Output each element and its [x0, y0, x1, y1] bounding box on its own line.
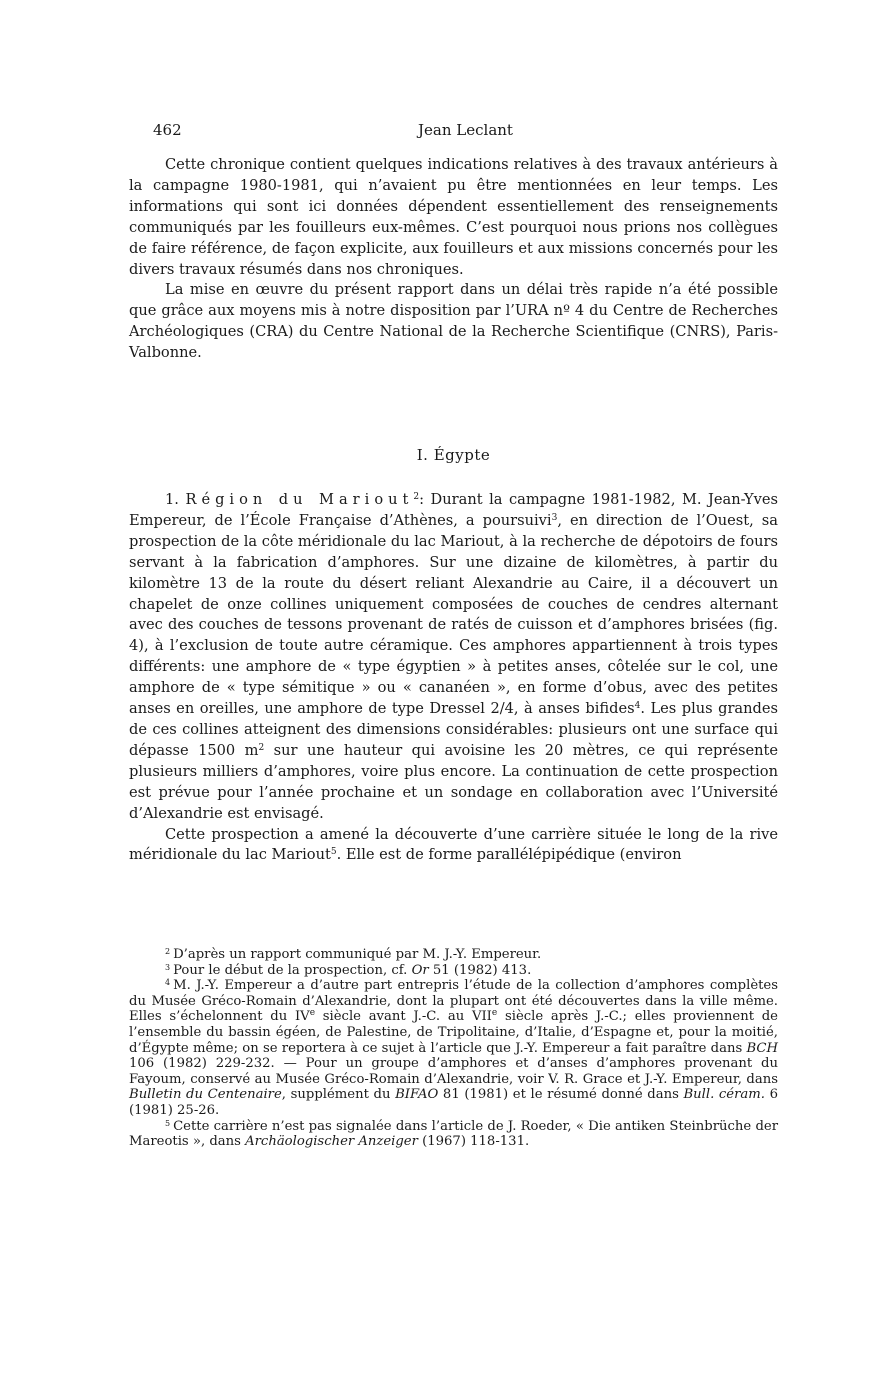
footnote-2 — [129, 947, 778, 963]
footnote-text: siècle avant J.-C. au VII — [315, 1009, 492, 1025]
journal-title: BIFAO — [395, 1087, 439, 1103]
century-superscript: e — [491, 1008, 498, 1019]
century-superscript: e — [309, 1008, 316, 1019]
footnote-text: Pour le début de la prospection, cf. — [173, 962, 412, 978]
page-number: 462 — [153, 121, 182, 139]
footnotes — [129, 947, 778, 1150]
footnote-ref-5: 5 — [330, 847, 337, 858]
footnote-ref-3: 3 — [551, 512, 558, 523]
paragraph-text: : Durant la campagne 1981-1982, M. Jean-Yves Empereur, de l’École Française d’Athènes, a poursuivi — [129, 491, 778, 529]
paragraph-text: , en direction de l’Ouest, sa prospection de la côte méridionale du lac Mariout, à la recherche de dépotoirs de fours servant à la fabrication d’amphores. Sur une dizaine de kilomètres, à partir du kilomètre 13 de la route du désert reliant Alexandrie au Caire, il a découvert un chapelet de onze collines uniquement composées de couches de cendres alternant avec des couches de tessons provenant de ratés de cuisson et d’amphores brisées (fig. 4), à l’exclusion de toute autre céramique. Ces amphores appartiennent à trois types différents: une amphore de « type égyptien » à petites anses, côtelée sur le col, une amphore de « type sémitique » ou « cananéen », en forme d’obus, avec des petites anses en oreilles, une amphore de type Dressel 2/4, à anses bifides — [129, 511, 778, 718]
journal-title: Archäologischer Anzeiger — [245, 1134, 418, 1150]
footnote-text: 6 (1981) 25-26. — [129, 1087, 778, 1118]
running-head — [153, 121, 778, 143]
footnote-text: M. J.-Y. Empereur a d’autre part entrepris l’étude de la collection d’amphores complètes du Musée Gréco-Romain d’Alexandrie, dont la plupart ont été découvertes dans la ville même. Elles s’échelonnent du IV — [129, 978, 778, 1025]
intro-paragraph-2: La mise en œuvre du présent rapport dans un délai très rapide n’a été possible que grâce aux moyens mis à notre disposition par l’URA nº 4 du Centre de Recherches Archéologiques (CRA) du Centre National de la Recherche Scientifique (CNRS), Paris-Valbonne. — [129, 281, 778, 362]
journal-title: Or — [411, 962, 429, 978]
paragraph-text: Cette prospection a amené la découverte d’une carrière située le long de la rive méridionale du lac Mariout — [129, 825, 778, 864]
footnote-ref-4: 4 — [634, 701, 641, 712]
paragraph-text: sur une hauteur qui avoisine les 20 mètres, ce qui représente plusieurs milliers d’amphores, voire plus encore. La continuation de cette prospection est prévue pour l’année prochaine et un sondage en collaboration avec l’Université d’Alexandrie est envisagé. — [129, 741, 778, 822]
footnote-text: D’après un rapport communiqué par M. J.-Y. Empereur. — [173, 947, 542, 962]
journal-title: BCH — [746, 1040, 778, 1056]
footnote-text: 106 (1982) 229-232. — Pour un groupe d’amphores et d’anses d’amphores provenant du Fayoum, conservé au Musée Gréco-Romain d’Alexandrie, voir V. R. Grace et J.-Y. Empereur, dans — [129, 1056, 778, 1087]
item-number: 1. — [165, 491, 179, 508]
footnote-text: , supplément du — [281, 1087, 396, 1103]
main-text — [129, 490, 778, 866]
main-paragraph-2 — [129, 825, 778, 867]
footnote-mark: 3 — [165, 962, 171, 972]
footnote-ref-2: 2 — [413, 492, 420, 502]
footnote-4 — [129, 978, 778, 1118]
square-superscript: 2 — [258, 742, 265, 753]
footnote-text: Cette carrière n’est pas signalée dans l’article de J. Roeder, « Die antiken Steinbrüche der Mareotis », dans — [129, 1118, 778, 1150]
main-paragraph-1 — [129, 490, 778, 825]
footnote-3 — [129, 963, 778, 979]
item-title: Région du Mariout — [185, 491, 414, 508]
intro-text — [129, 155, 778, 364]
footnote-mark: 4 — [165, 978, 171, 988]
footnote-text: 81 (1981) et le résumé donné dans — [438, 1087, 684, 1103]
footnote-5 — [129, 1119, 778, 1150]
running-title: Jean Leclant — [418, 121, 513, 139]
paragraph-text: . Elle est de forme parallélépipédique (environ — [336, 846, 682, 864]
journal-title: Bulletin du Centenaire — [129, 1087, 282, 1103]
section-heading: I. Égypte — [416, 446, 491, 464]
footnote-mark: 2 — [165, 947, 171, 956]
paragraph-text: . Les plus grandes de ces collines atteignent des dimensions considérables: plusieurs ont une surface qui dépasse 1500 m — [129, 700, 778, 759]
footnote-text: siècle après J.-C.; elles proviennent de l’ensemble du bassin égéen, de Palestine, de Tripolitaine, d’Italie, d’Espagne et, pour la moitié, d’Égypte même; on se reportera à ce sujet à l’article que J.-Y. Empereur a fait paraître dans — [129, 1009, 778, 1056]
footnote-text: 51 (1982) 413. — [428, 962, 532, 978]
footnote-text: (1967) 118-131. — [417, 1134, 530, 1150]
intro-paragraph-1: Cette chronique contient quelques indications relatives à des travaux antérieurs à la campagne 1980-1981, qui n’avaient pu être mentionnées en leur temps. Les informations qui sont ici données dépendent essentiellement des renseignements communiqués par les fouilleurs eux-mêmes. C’est pourquoi nous prions nos collègues de faire référence, de façon explicite, aux fouilleurs et aux missions concernés pour les divers travaux résumés dans nos chroniques. — [129, 156, 778, 278]
footnote-mark: 5 — [165, 1118, 171, 1128]
journal-title: Bull. céram. — [683, 1087, 765, 1103]
